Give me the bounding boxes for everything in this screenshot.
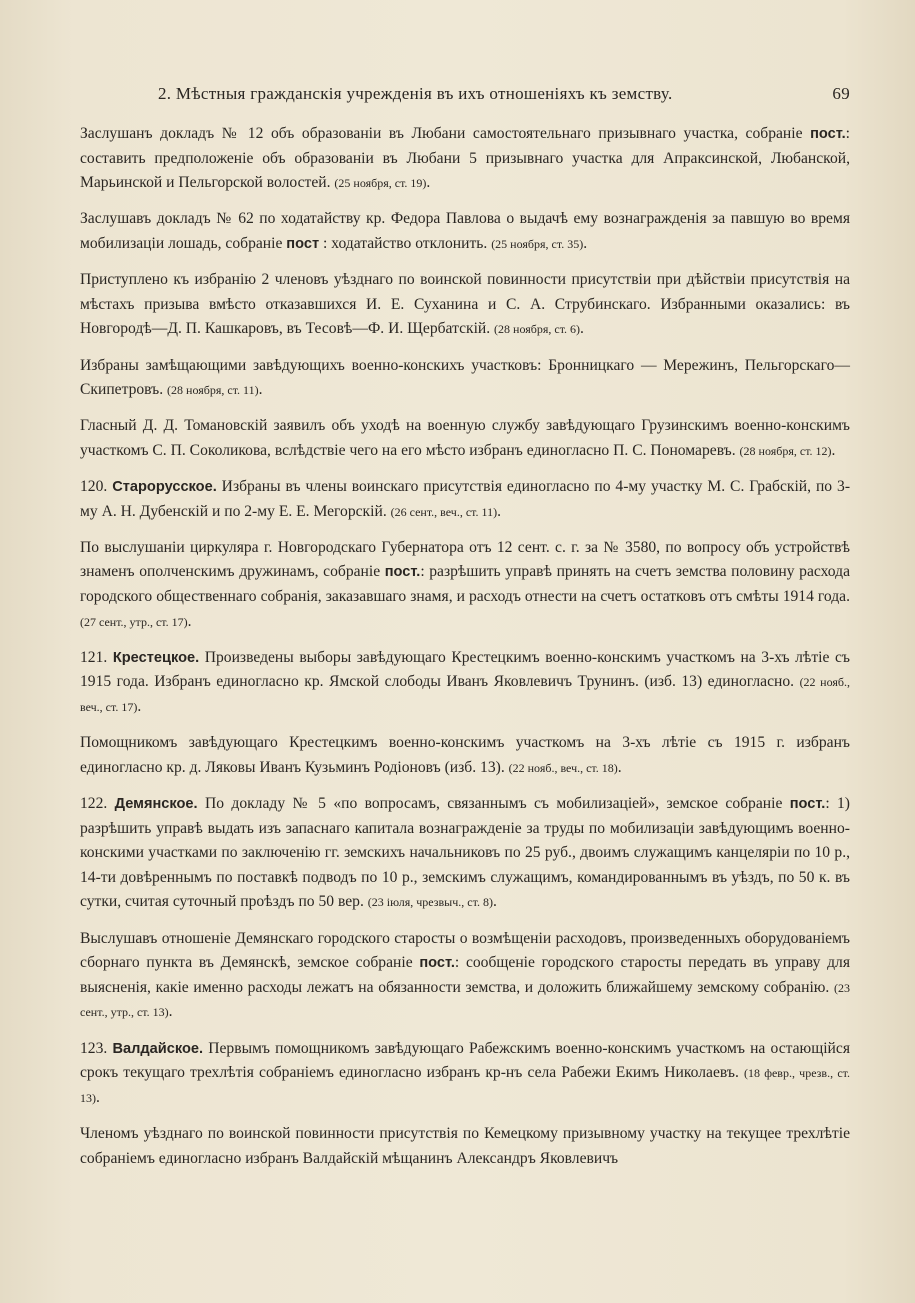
paragraph: [80, 1037, 850, 1111]
bold-term: Демянское.: [114, 796, 198, 812]
paragraph: [80, 927, 850, 1025]
bold-term: пост: [286, 235, 320, 252]
text-run: .: [492, 893, 497, 911]
paragraph: [80, 792, 850, 915]
session-reference: (23 іюля, чрезвыч., ст. 8): [367, 895, 493, 910]
text-run: 121.: [80, 648, 113, 666]
bold-term: пост.: [419, 955, 455, 972]
session-reference: (28 ноября, ст. 11): [167, 383, 259, 398]
text-run: .: [580, 320, 584, 338]
session-reference: (27 сент., утр., ст. 17): [80, 614, 188, 629]
paragraph: [80, 536, 850, 634]
bold-term: пост.: [810, 126, 846, 142]
text-run: .: [497, 502, 501, 520]
text-run: 120.: [80, 478, 113, 496]
text-run: Приступлено къ избранію 2 членовъ уѣзднаго по воинской повинности присутствіи при дѣйствіи присутствія на мѣстахъ призыва вмѣсто отказавшихся И. Е. Суханина и С. А. Струбинскаго. Избранными оказались: въ Новгородѣ—Д. П. Кашкаровъ, въ Тесовѣ—Ф. И. Щербатскій.: [80, 271, 850, 338]
running-title: 2. Мѣстныя гражданскія учрежденія въ ихъ отношеніяхъ къ земству.: [158, 84, 673, 103]
session-reference: (18 февр., чрезв., ст. 13): [80, 1066, 850, 1105]
text-run: .: [168, 1003, 173, 1021]
text-run: По выслушаніи циркуляра г. Новгородскаго Губернатора отъ 12 сент. с. г. за № 3580, по вопросу объ устройствѣ знаменъ ополченскимъ дружинамъ, собраніе: [80, 538, 850, 581]
text-run: Заслушавъ докладъ № 62 по ходатайству кр. Федора Павлова о выдачѣ ему вознагражденія за павшую во время мобилизаціи лошадь, собраніе: [80, 210, 850, 252]
session-reference: (26 сент., веч., ст. 11): [390, 504, 498, 519]
bold-term: пост.: [384, 564, 421, 581]
session-reference: (22 нояб., веч., ст. 17): [80, 675, 850, 715]
page-number: 69: [832, 84, 850, 103]
text-run: : составить предположеніе объ образованіи въ Любани 5 призывнаго участка для Апраксинской, Любанской, Марьинской и Пельгорской волостей.: [80, 125, 850, 192]
text-run: Избраны въ члены воинскаго присутствія единогласно по 4-му участку М. С. Грабскій, по 3-му А. Н. Дубенскій и по 2-му Е. Е. Мегорскій.: [80, 478, 851, 520]
bold-term: Крестецкое.: [112, 649, 200, 666]
text-run: Первымъ помощникомъ завѣдующаго Рабежскимъ военно-конскимъ участкомъ на остающійся срокъ текущаго трехлѣтія собраніемъ единогласно избранъ кр-нъ села Рабежи Екимъ Николаевъ.: [80, 1039, 850, 1082]
text-run: Заслушанъ докладъ № 12 объ образованіи въ Любани самостоятельнаго призывнаго участка, собраніе: [80, 125, 811, 142]
paragraph: [80, 475, 850, 524]
text-run: .: [96, 1088, 100, 1106]
text-run: Гласный Д. Д. Томановскій заявилъ объ уходѣ на военную службу завѣдующаго Грузинскимъ военно-конскимъ участкомъ С. П. Соколикова, вслѣдствіе чего на его мѣсто избранъ единогласно П. С. Пономаревъ.: [80, 417, 850, 459]
session-reference: (28 ноября, ст. 12): [739, 443, 832, 458]
text-run: Избраны замѣщающими завѣдующихъ военно-конскихъ участковъ: Бронницкаго — Мережинъ, Пельгорскаго—Скипетровъ.: [80, 356, 850, 399]
text-run: По докладу № 5 «по вопросамъ, связаннымъ съ мобилизаціей», земское собраніе: [197, 795, 790, 812]
bold-term: пост.: [789, 796, 826, 812]
text-run: 122.: [80, 795, 115, 812]
text-run: .: [426, 174, 431, 192]
text-run: .: [831, 441, 836, 459]
text-run: .: [617, 758, 622, 776]
paragraph: [80, 122, 850, 196]
paragraph: [80, 1122, 850, 1171]
session-reference: (25 ноября, ст. 35): [491, 236, 584, 251]
session-reference: (23 сент., утр., ст. 13): [80, 980, 850, 1020]
running-header: [60, 84, 850, 108]
body-text: [80, 122, 850, 1183]
paragraph: [80, 414, 850, 463]
text-run: .: [137, 698, 142, 716]
text-run: .: [583, 234, 588, 252]
text-run: 123.: [80, 1039, 113, 1057]
session-reference: (28 ноября, ст. 6): [494, 322, 581, 337]
paragraph: [80, 731, 850, 780]
paragraph: [80, 354, 850, 403]
paragraph: [80, 646, 850, 720]
text-run: .: [258, 381, 263, 399]
session-reference: (25 ноября, ст. 19): [334, 176, 427, 191]
paragraph: [80, 207, 850, 256]
session-reference: (22 нояб., веч., ст. 18): [508, 760, 618, 775]
text-run: : ходатайство отклонить.: [319, 234, 492, 252]
text-run: Произведены выборы завѣдующаго Крестецкимъ военно-конскимъ участкомъ на 3-хъ лѣтіе съ 1915 года. Избранъ единогласно кр. Ямской слободы Иванъ Яковлевичъ Трунинъ. (изб. 13) единогласно.: [80, 648, 850, 691]
text-run: Помощникомъ завѣдующаго Крестецкимъ военно-конскимъ участкомъ на 3-хъ лѣтіе съ 1915 г. избранъ единогласно кр. д. Ляковы Иванъ Кузьминъ Родіоновъ (изб. 13).: [80, 734, 850, 776]
bold-term: Валдайское.: [112, 1040, 204, 1057]
text-run: : сообщеніе городского старосты передать въ управу для выясненія, какіе именно расходы лежатъ на обязанности земства, и доложить ближайшему земскому собранію.: [80, 954, 850, 996]
paragraph: [80, 268, 850, 342]
text-run: : разрѣшить управѣ принять на счетъ земства половину расхода городского общественнаго собранія, заказавшаго знамя, и расходъ отнести на счетъ остатковъ отъ смѣты 1914 года.: [80, 563, 850, 606]
text-run: Членомъ уѣзднаго по воинской повинности присутствія по Кемецкому призывному участку на текущее трехлѣтіе собраніемъ единогласно избранъ Валдайскій мѣщанинъ Александръ Яковлевичъ: [80, 1124, 850, 1167]
bold-term: Старорусское.: [112, 479, 217, 496]
text-run: .: [187, 612, 192, 630]
text-run: Выслушавъ отношеніе Демянскаго городского старосты о возмѣщеніи расходовъ, произведенныхъ оборудованіемъ сборнаго пункта въ Демянскѣ, земское собраніе: [80, 929, 850, 972]
text-run: : 1) разрѣшить управѣ выдать изъ запаснаго капитала вознагражденіе за труды по мобилизаціи завѣдующимъ военно-конскими участками по заключенію гг. земскихъ начальниковъ по 25 руб., двоимъ служащимъ канцеляріи по 10 р., 14-ти довѣреннымъ по поставкѣ подводъ по 10 р., земскимъ служащимъ, командированнымъ въ уѣздъ, по 50 к. въ сутки, считая суточный проѣздъ по 50 вер.: [80, 795, 850, 911]
